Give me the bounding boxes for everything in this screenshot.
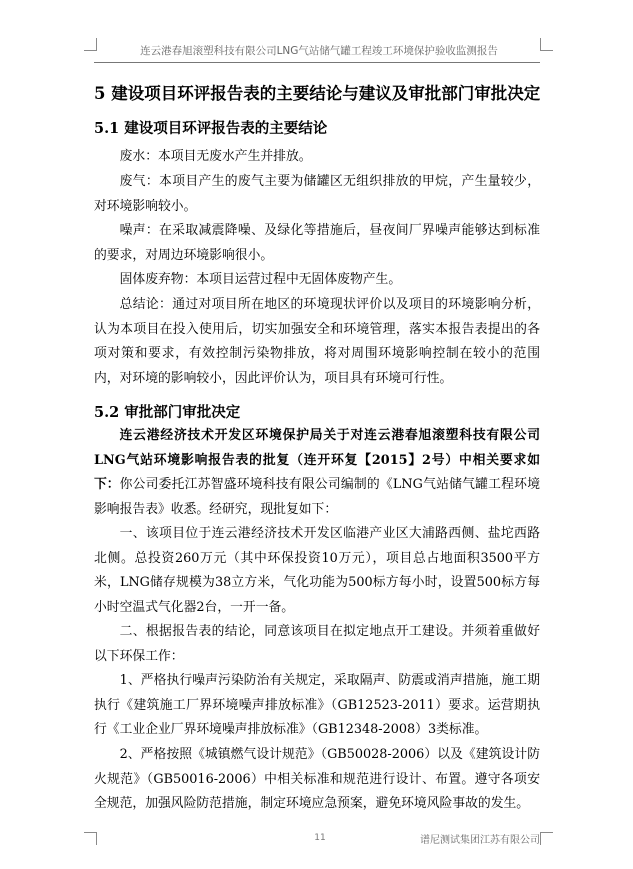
conclusion-solid-waste: 固体废弃物：本项目运营过程中无固体废物产生。	[119, 272, 402, 287]
corner-mark	[540, 832, 553, 845]
approval-item-1: 一、该项目位于连云港经济技术开发区临港产业区大浦路西侧、盐坨西路北侧。总投资260万元（其中环保投资10万元），项目总占地面积3500平方米，LNG储存规模为38立方米，气化功能为500标方每小时，设置500标方每小时空温式气化器2台，一开一备。	[94, 526, 540, 615]
corner-mark	[84, 832, 97, 845]
subsection-title-5-2: 5.2 审批部门审批决定	[94, 404, 241, 421]
approval-intro: 你公司委托江苏智盛环境科技有限公司编制的《LNG气站储气罐工程环境影响报告表》收悉。经研究，现批复如下：	[94, 477, 540, 517]
section-title: 5 建设项目环评报告表的主要结论与建议及审批部门审批决定	[94, 84, 541, 103]
page-number: 11	[314, 833, 326, 843]
conclusion-summary: 总结论：通过对项目所在地区的环境现状评价以及项目的环境影响分析，认为本项目在投入使用后，切实加强安全和环境管理，落实本报告表提出的各项对策和要求，有效控制污染物排放，将对周围环境影响控制在较小的范围内，对环境的影响较小，因此评价认为，项目具有环境可行性。	[94, 297, 540, 386]
approval-item-2-2: 2、严格按照《城镇燃气设计规范》（GB50028-2006）以及《建筑设计防火规范》（GB50016-2006）中相关标准和规范进行设计、布置。遵守各项安全规范，加强风险防范措施，制定环境应急预案，避免环境风险事故的发生。	[94, 747, 540, 811]
conclusion-wastewater: 废水：本项目无废水产生并排放。	[119, 149, 312, 164]
footer-company: 谱尼测试集团江苏有限公司	[420, 835, 540, 846]
conclusion-waste-gas: 废气：本项目产生的废气主要为储罐区无组织排放的甲烷，产生量较少，对环境影响较小。	[94, 174, 540, 214]
approval-item-2-1: 1、严格执行噪声污染防治有关规定，采取隔声、防震或消声措施，施工期执行《建筑施工厂界环境噪声排放标准》（GB12523-2011）要求。运营期执行《工业企业厂界环境噪声排放标准》（GB12348-2008）3类标准。	[94, 673, 540, 737]
conclusion-noise: 噪声：在采取减震降噪、及绿化等措施后，昼夜间厂界噪声能够达到标准的要求，对周边环境影响很小。	[94, 223, 540, 263]
approval-heading: 连云港经济技术开发区环境保护局关于对连云港春旭滚塑科技有限公司LNG气站环境影响报告表的批复（连开环复【2015】2号）中相关要求如下：	[94, 428, 540, 492]
header-rule	[94, 62, 540, 63]
subsection-title-5-1: 5.1 建设项目环评报告表的主要结论	[94, 120, 328, 137]
page-header: 连云港春旭滚塑科技有限公司LNG气站储气罐工程竣工环境保护验收监测报告	[140, 45, 498, 57]
approval-item-2: 二、根据报告表的结论，同意该项目在拟定地点开工建设。并须着重做好以下环保工作：	[94, 624, 540, 664]
